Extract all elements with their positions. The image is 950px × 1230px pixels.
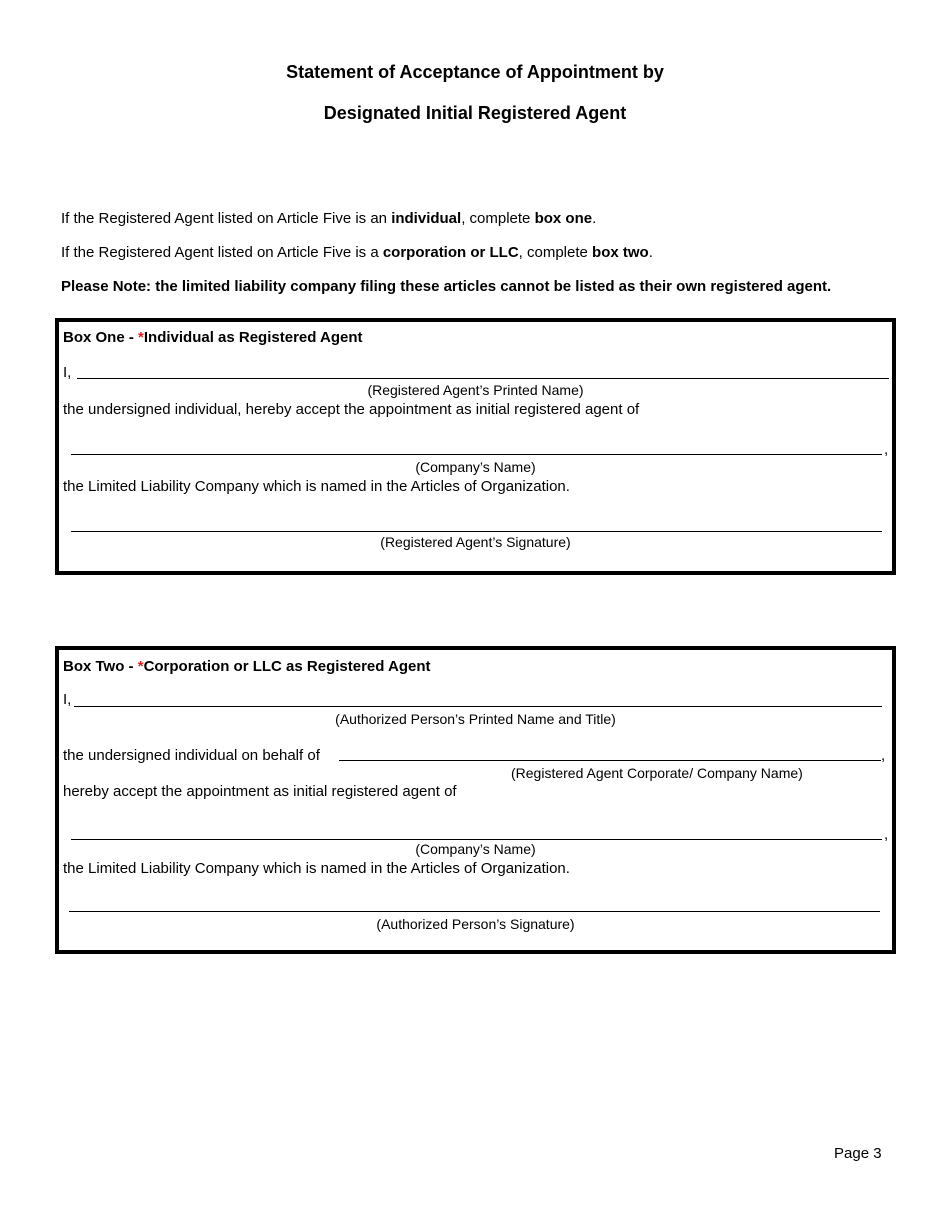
box-one-title bbox=[63, 329, 363, 346]
llc-text: the Limited Liability Company which is named in the Articles of Organization. bbox=[63, 860, 570, 877]
instruction-text: , complete bbox=[518, 244, 593, 261]
instruction-corporation bbox=[61, 244, 653, 261]
authorized-signature-caption: (Authorized Person’s Signature) bbox=[376, 916, 575, 932]
comma: , bbox=[884, 826, 889, 843]
box-two-title-prefix: Box Two - bbox=[63, 658, 138, 675]
instruction-text: , complete bbox=[461, 210, 535, 227]
agent-printed-name-field[interactable] bbox=[77, 378, 889, 379]
agent-printed-name-caption: (Registered Agent’s Printed Name) bbox=[367, 382, 584, 398]
agent-signature-field[interactable] bbox=[71, 531, 882, 532]
i-label: I, bbox=[63, 364, 72, 381]
required-asterisk: * bbox=[137, 658, 144, 675]
instruction-individual bbox=[61, 210, 596, 227]
company-name-caption: (Company’s Name) bbox=[415, 841, 536, 857]
box-one-title-prefix: Box One - bbox=[63, 329, 139, 346]
box-two-title bbox=[63, 658, 431, 675]
box-one-title-text: Individual as Registered Agent bbox=[143, 329, 363, 346]
instruction-bold-individual: individual bbox=[391, 210, 462, 227]
accept-appointment-text: hereby accept the appointment as initial registered agent of bbox=[63, 783, 457, 800]
agent-signature-caption: (Registered Agent’s Signature) bbox=[380, 534, 571, 550]
box-two-title-text: Corporation or LLC as Registered Agent bbox=[143, 658, 431, 675]
instruction-text: If the Registered Agent listed on Article Five is a bbox=[61, 244, 383, 261]
company-name-field[interactable] bbox=[71, 454, 882, 455]
document-title-line-2: Designated Initial Registered Agent bbox=[323, 103, 627, 123]
required-asterisk: * bbox=[138, 329, 144, 346]
page-number: Page 3 bbox=[834, 1145, 882, 1162]
instruction-text: . bbox=[648, 244, 653, 261]
authorized-signature-field[interactable] bbox=[69, 911, 880, 912]
i-label: I, bbox=[63, 691, 72, 708]
box-one bbox=[55, 318, 896, 575]
instruction-text: If the Registered Agent listed on Article Five is an bbox=[61, 210, 392, 227]
accept-appointment-text: the undersigned individual, hereby accept the appointment as initial registered agent of bbox=[63, 401, 640, 418]
please-note: Please Note: the limited liability company filing these articles cannot be listed as their own registered agent. bbox=[61, 278, 832, 295]
instruction-bold-box-two: box two bbox=[592, 244, 649, 261]
company-name-caption: (Company’s Name) bbox=[415, 459, 536, 475]
instruction-bold-corporation: corporation or LLC bbox=[382, 244, 519, 261]
comma: , bbox=[881, 747, 886, 764]
authorized-person-name-field[interactable] bbox=[74, 706, 882, 707]
instruction-text: . bbox=[592, 210, 597, 227]
on-behalf-text: the undersigned individual on behalf of bbox=[63, 747, 320, 764]
corporate-name-caption: (Registered Agent Corporate/ Company Name) bbox=[511, 765, 803, 781]
instruction-bold-box-one: box one bbox=[534, 210, 593, 227]
authorized-person-name-caption: (Authorized Person’s Printed Name and Title) bbox=[335, 711, 616, 727]
company-name-field[interactable] bbox=[71, 839, 882, 840]
document-title-line-1: Statement of Acceptance of Appointment by bbox=[286, 62, 664, 82]
llc-text: the Limited Liability Company which is named in the Articles of Organization. bbox=[63, 478, 570, 495]
box-two bbox=[55, 646, 896, 954]
comma: , bbox=[884, 441, 889, 458]
corporate-name-field[interactable] bbox=[339, 760, 881, 761]
